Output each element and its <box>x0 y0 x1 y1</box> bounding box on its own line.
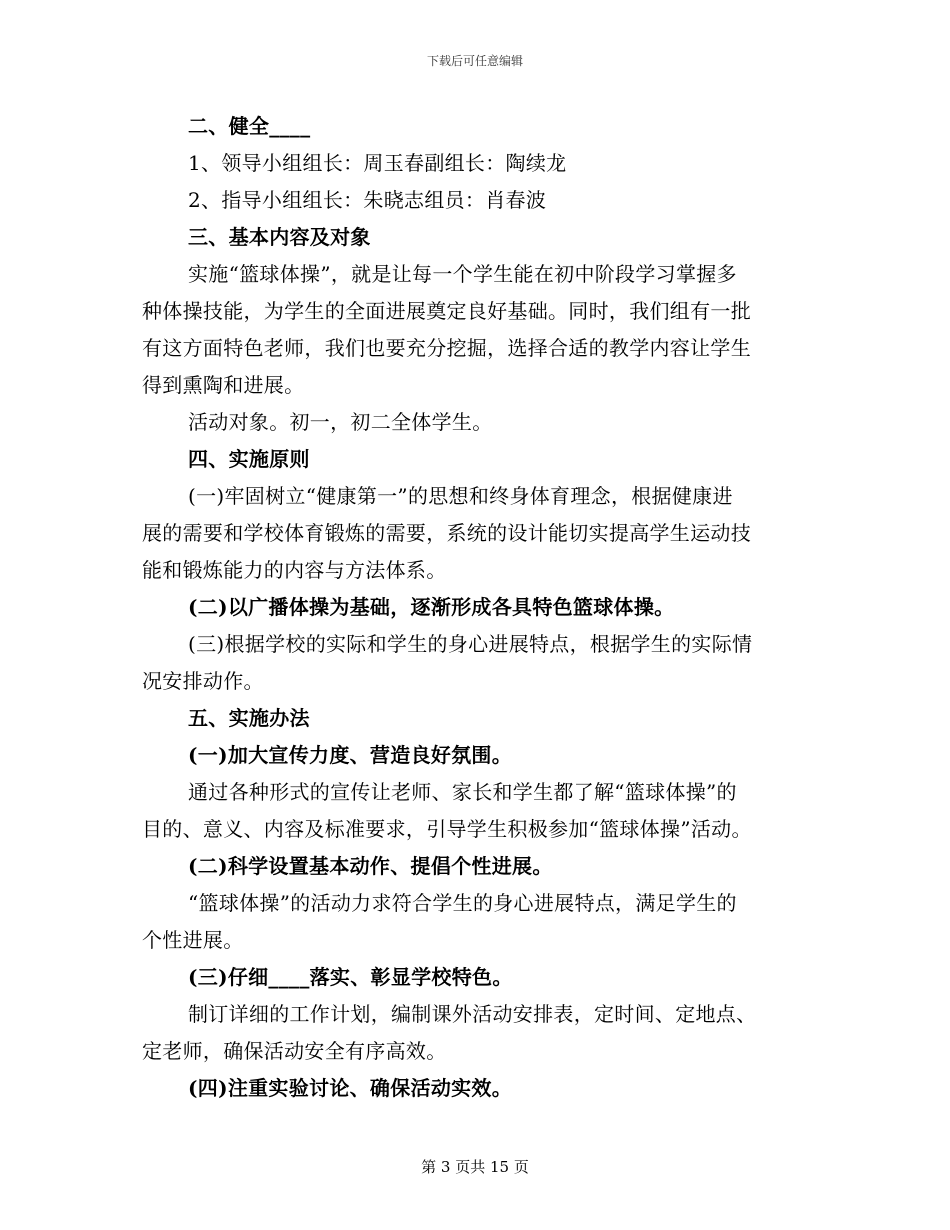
subheading: (四)注重实验讨论、确保活动实效。 <box>188 1076 513 1100</box>
paragraph-line: 有这方面特色老师，我们也要充分挖掘，选择合适的教学内容让学生 <box>142 336 751 360</box>
paragraph-line: 况安排动作。 <box>142 669 264 693</box>
paragraph-line: 实施“篮球体操”，就是让每一个学生能在初中阶段学习掌握多 <box>188 262 737 286</box>
paragraph-line: 能和锻炼能力的内容与方法体系。 <box>142 558 447 582</box>
document-body <box>142 108 802 1107</box>
paragraph-line: 2、指导小组组长：朱晓志组员：肖春波 <box>188 188 547 212</box>
subheading: (二)以广播体操为基础，逐渐形成各具特色篮球体操。 <box>188 595 675 619</box>
paragraph-line: 个性进展。 <box>142 928 244 952</box>
paragraph-line: (一)牢固树立“健康第一”的思想和终身体育理念，根据健康进 <box>188 484 733 508</box>
paragraph-line: 1、领导小组组长：周玉春副组长：陶续龙 <box>188 151 567 175</box>
paragraph-line: 制订详细的工作计划，编制课外活动安排表，定时间、定地点、 <box>188 1002 757 1026</box>
paragraph-line: 得到熏陶和进展。 <box>142 373 305 397</box>
paragraph-line: 通过各种形式的宣传让老师、家长和学生都了解“篮球体操”的 <box>188 780 737 804</box>
subheading: (一)加大宣传力度、营造良好氛围。 <box>188 743 513 767</box>
heading-section-2: 二、健全____ <box>188 114 311 138</box>
paragraph-line: 种体操技能，为学生的全面进展奠定良好基础。同时，我们组有一批 <box>142 299 751 323</box>
subheading: (二)科学设置基本动作、提倡个性进展。 <box>188 854 553 878</box>
paragraph-line: 活动对象。初一，初二全体学生。 <box>188 410 493 434</box>
page-footer: 第 3 页共 15 页 <box>421 1158 529 1176</box>
paragraph-line: 展的需要和学校体育锻炼的需要，系统的设计能切实提高学生运动技 <box>142 521 751 545</box>
paragraph-line: (三)根据学校的实际和学生的身心进展特点，根据学生的实际情 <box>188 632 753 656</box>
subheading: (三)仔细____落实、彰显学校特色。 <box>188 965 513 989</box>
page-header: 下载后可任意编辑 <box>426 54 523 68</box>
heading-section-4: 四、实施原则 <box>188 447 310 471</box>
paragraph-line: “篮球体操”的活动力求符合学生的身心进展特点，满足学生的 <box>188 891 737 915</box>
paragraph-line: 定老师，确保活动安全有序高效。 <box>142 1039 447 1063</box>
paragraph-line: 目的、意义、内容及标准要求，引导学生积极参加“篮球体操”活动。 <box>142 817 752 841</box>
heading-section-3: 三、基本内容及对象 <box>188 225 371 249</box>
heading-section-5: 五、实施办法 <box>188 706 310 730</box>
